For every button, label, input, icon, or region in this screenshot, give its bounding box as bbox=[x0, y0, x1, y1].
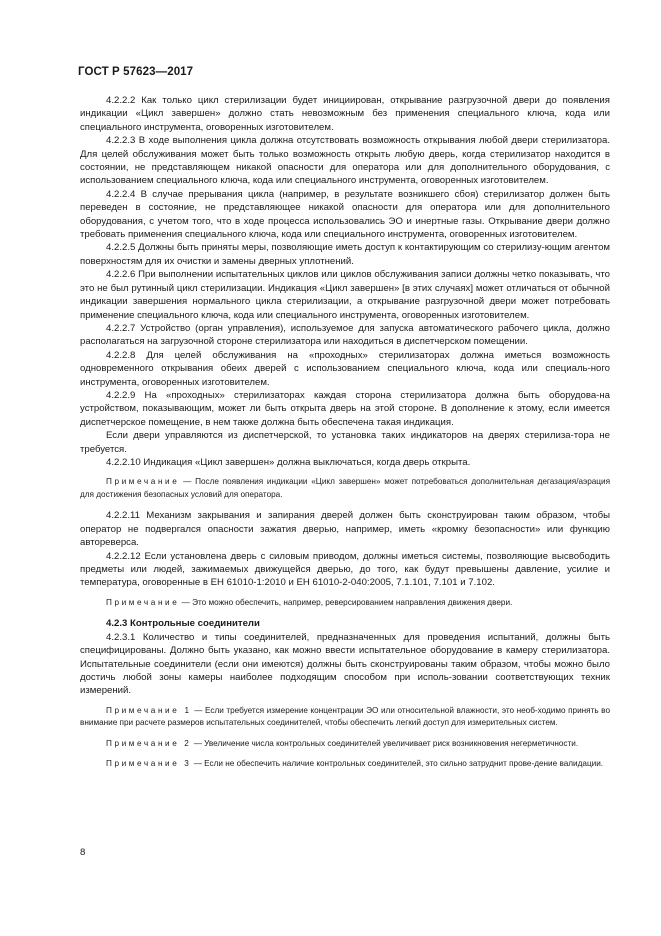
note-paragraph bbox=[80, 476, 610, 501]
body-paragraph: 4.2.2.12 Если установлена дверь с силовым приводом, должны иметься системы, позволяющие высвободить предметы или людей, зажимаемых движущейся дверью, до того, как будут превышены давление, усилие и температура, оговоренные в ЕН 61010-1:2010 и ЕН 61010-2-040:2005, 7.1.101, 7.101 и 7.102. bbox=[80, 550, 610, 589]
note-label: Примечание bbox=[106, 597, 180, 607]
section-heading: 4.2.3 Контрольные соединители bbox=[106, 618, 260, 630]
page-number: 8 bbox=[80, 847, 86, 858]
note-text: — Если не обеспечить наличие контрольных соединителей, это сильно затруднит прове-дение валидации. bbox=[191, 759, 604, 769]
body-paragraph: 4.2.2.5 Должны быть приняты меры, позволяющие иметь доступ к контактирующим со стерилизу-ющим агентом поверхностям для их очистки и замены дверных уплотнений. bbox=[80, 242, 610, 267]
body-paragraph: 4.2.2.4 В случае прерывания цикла (например, в результате возникшего сбоя) стерилизатор должен быть переведен в состояние, не представляющее никакой опасности для оператора или для дополнительного оборудования, с учетом того, что в ходе процесса использовались ЭО и инертные газы. Открывание двери должно требовать применения специального ключа, кода или специального инструмента, оговоренных изготовителем. bbox=[80, 188, 610, 241]
body-paragraph: 4.2.2.8 Для целей обслуживания на «проходных» стерилизаторах должна иметься возможность одновременного открывания обеих дверей с использованием специального ключа, кода или специаль-ного инструмента, оговоренных изготовителем. bbox=[80, 349, 610, 388]
body-paragraph: 4.2.2.7 Устройство (орган управления), используемое для запуска автоматического рабочего цикла, должно располагаться на загрузочной стороне стерилизатора или находиться в диспетчерском помещении. bbox=[80, 322, 610, 348]
note-paragraph bbox=[80, 705, 610, 730]
body-paragraph: 4.2.2.10 Индикация «Цикл завершен» должна выключаться, когда дверь открыта. bbox=[106, 456, 471, 468]
note-paragraph bbox=[80, 597, 610, 610]
note-text: — Если требуется измерение концентрации ЭО или относительной влажности, это необ-ходимо принять во внимание при расчете размеров испытательных соединителей, чтобы обеспечить легкий доступ для измерительных систем. bbox=[80, 705, 610, 728]
body-paragraph: 4.2.3.1 Количество и типы соединителей, предназначенных для проведения испытаний, должны быть специфицированы. Должно быть указано, как можно ввести испытательное оборудование в камеру стерилизатора. Испытательные соединители (если они имеются) должны быть сконструированы таким образом, чтобы можно было достичь любой зоны камеры наиболее подходящим способом при исполь-зовании соответствующих техник измерений. bbox=[80, 631, 610, 697]
note-label: Примечание 2 bbox=[106, 738, 192, 748]
body-paragraph: 4.2.2.6 При выполнении испытательных циклов или циклов обслуживания записи должны четко показывать, что это не был рутинный цикл стерилизации. Индикация «Цикл завершен» [в этих случаях] может отличаться от обычной индикации завершения нормального цикла стерилизации, а открывание разгрузочной двери может потребовать применение специального ключа, кода или специального инструмента, оговоренных изготовителем. bbox=[80, 269, 610, 321]
note-label: Примечание 3 bbox=[106, 759, 192, 769]
body-paragraph: 4.2.2.2 Как только цикл стерилизации будет инициирован, открывание разгрузочной двери до появления индикации «Цикл завершен» должно стать невозможным без применения специального ключа, кода или специального инструмента, оговоренных изготовителем. bbox=[80, 95, 610, 133]
document-body bbox=[80, 94, 610, 779]
body-paragraph: 4.2.2.11 Механизм закрывания и запирания дверей должен быть сконструирован таким образом, чтобы оператор не подвергался опасности зажатия дверью, например, иметь «кромку безопасности» или функцию автореверса. bbox=[80, 510, 610, 549]
note-label: Примечание 1 bbox=[106, 705, 192, 715]
document-header: ГОСТ Р 57623—2017 bbox=[78, 66, 194, 78]
body-paragraph: Если двери управляются из диспетчерской, то установка таких индикаторов на дверях стерилиза-тора не требуется. bbox=[80, 430, 610, 455]
note-text: — Это можно обеспечить, например, реверсированием направления движения двери. bbox=[179, 597, 513, 607]
note-label: Примечание bbox=[106, 477, 180, 487]
body-paragraph: 4.2.2.9 На «проходных» стерилизаторах каждая сторона стерилизатора должна быть оборудова-на устройством, показывающим, может ли быть открыта дверь на этой стороне. В дополнение к этому, если имеется диспетчерское помещение, в нем также должна быть обеспечена такая индикация. bbox=[80, 389, 610, 428]
note-paragraph bbox=[80, 758, 610, 771]
body-paragraph: 4.2.2.3 В ходе выполнения цикла должна отсутствовать возможность открывания любой двери стерилизатора. Для целей обслуживания может быть только возможность открыть любую дверь, когда стерилизатор находится в состоянии, не представляющем никакой опасности для оператора или для дополнительного оборудования, с использованием специального ключа, кода или специального инструмента, оговоренных изготовителем. bbox=[80, 135, 610, 187]
note-text: — После появления индикации «Цикл завершен» может потребоваться дополнительная дегазация/аэрация для достижения безопасных условий для оператора. bbox=[80, 477, 610, 499]
note-paragraph bbox=[80, 738, 610, 751]
note-text: — Увеличение числа контрольных соединителей увеличивает риск возникновения негерметичности. bbox=[191, 738, 579, 748]
